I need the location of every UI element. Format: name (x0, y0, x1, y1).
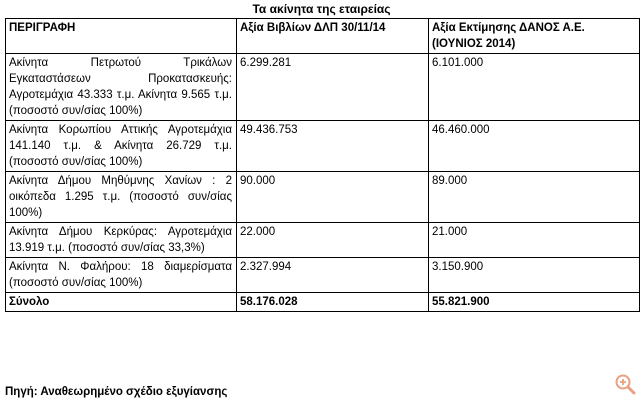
total-label: Σύνολο (6, 293, 237, 312)
row-book-value: 22.000 (237, 223, 429, 258)
row-book-value: 90.000 (237, 172, 429, 223)
total-book-value: 58.176.028 (237, 293, 429, 312)
header-description: ΠΕΡΙΓΡΑΦΗ (6, 19, 237, 54)
zoom-in-icon (614, 373, 636, 395)
row-valuation: 3.150.900 (429, 258, 640, 293)
row-description: Ακίνητα Κορωπίου Αττικής Αγροτεμάχια 141.140 τ.μ. & Ακίνητα 26.729 τ.μ. (ποσοστό συν/σίας 100%) (6, 121, 237, 172)
row-valuation: 46.460.000 (429, 121, 640, 172)
row-description: Ακίνητα Πετρωτού Τρικάλων Εγκαταστάσεων Προκατασκευής: Αγροτεμάχια 43.333 τ.μ. Ακίνητα 9.565 τ.μ. (ποσοστό συν/σίας 100%) (6, 54, 237, 121)
row-valuation: 6.101.000 (429, 54, 640, 121)
table-row (6, 121, 640, 172)
header-valuation: Αξία Εκτίμησης ΔΑΝΟΣ Α.Ε. (ΙΟΥΝΙΟΣ 2014) (429, 19, 640, 54)
row-book-value: 6.299.281 (237, 54, 429, 121)
total-valuation: 55.821.900 (429, 293, 640, 312)
row-description: Ακίνητα Δήμου Κερκύρας: Αγροτεμάχια 13.919 τ.μ. (ποσοστό συν/σίας 33,3%) (6, 223, 237, 258)
zoom-button[interactable] (614, 373, 636, 395)
row-book-value: 49.436.753 (237, 121, 429, 172)
row-description: Ακίνητα Δήμου Μηθύμνης Χανίων : 2 οικόπεδα 1.295 τ.μ. (ποσοστό συν/σίας 100%) (6, 172, 237, 223)
row-valuation: 21.000 (429, 223, 640, 258)
table-row (6, 54, 640, 121)
table-header-row (6, 19, 640, 54)
table-row (6, 258, 640, 293)
row-valuation: 89.000 (429, 172, 640, 223)
source-note: Πηγή: Αναθεωρημένο σχέδιο εξυγίανσης (5, 386, 228, 398)
row-book-value: 2.327.994 (237, 258, 429, 293)
table-row (6, 223, 640, 258)
row-description: Ακίνητα Ν. Φαλήρου: 18 διαμερίσματα (ποσοστό συν/σίας 100%) (6, 258, 237, 293)
assets-table (5, 18, 640, 312)
header-book-value: Αξία Βιβλίων ΔΛΠ 30/11/14 (237, 19, 429, 54)
table-row (6, 172, 640, 223)
total-row (6, 293, 640, 312)
table-title: Τα ακίνητα της εταιρείας (252, 2, 391, 16)
